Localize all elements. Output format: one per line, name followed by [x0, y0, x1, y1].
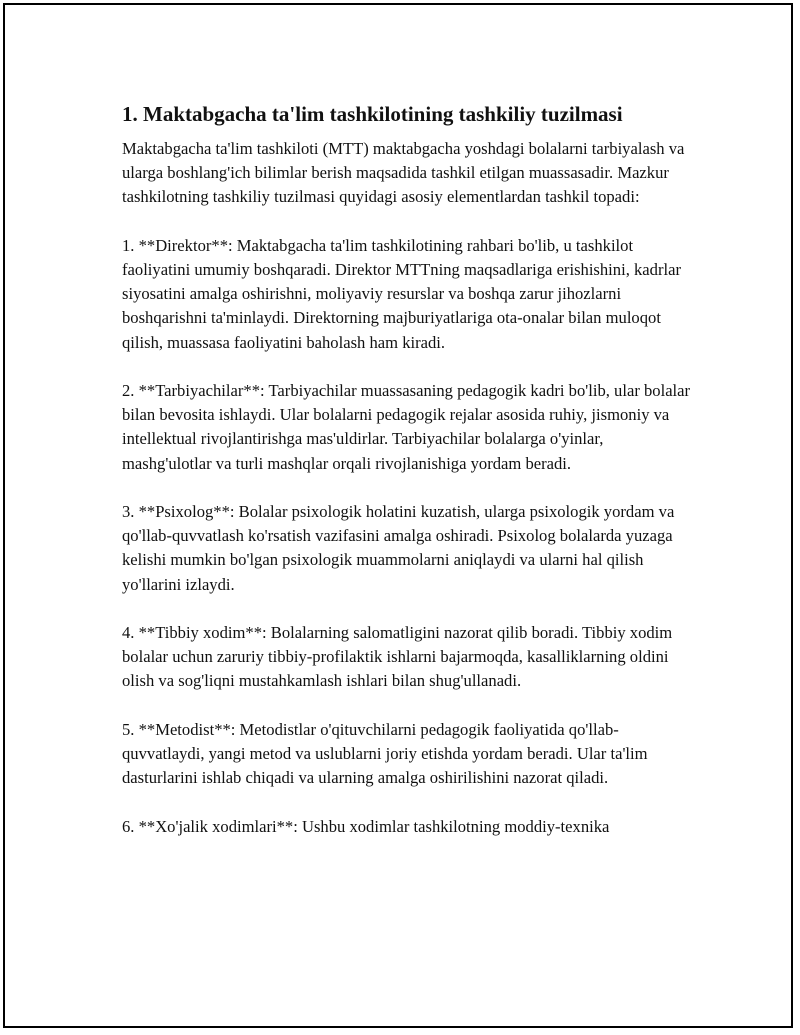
director-paragraph: 1. **Direktor**: Maktabgacha ta'lim tashkilotining rahbari bo'lib, u tashkilot faoliyatini umumiy boshqaradi. Direktor MTTning maqsadlariga erishishini, kadrlar siyosatini amalga oshirishni, moliyaviy resurslar va boshqa zarur jihozlarni boshqarishni ta'minlaydi. Direktorning majburiyatlariga ota-onalar bilan muloqot qilish, muassasa faoliyatini baholash ham kiradi.: [122, 235, 681, 352]
intro-paragraph: Maktabgacha ta'lim tashkiloti (MTT) maktabgacha yoshdagi bolalarni tarbiyalash va ularga boshlang'ich bilimlar berish maqsadida tashkil etilgan muassasadir. Mazkur tashkilotning tashkiliy tuzilmasi quyidagi asosiy elementlardan tashkil topadi:: [122, 139, 685, 207]
medical-staff-paragraph: 4. **Tibbiy xodim**: Bolalarning salomatligini nazorat qilib boradi. Tibbiy xodim bolalar uchun zaruriy tibbiy-profilaktik ishlarni bajarmoqda, kasalliklarning oldini olish va sog'liqni mustahkamlash ishlari bilan shug'ullanadi.: [122, 623, 673, 691]
educators-paragraph: 2. **Tarbiyachilar**: Tarbiyachilar muassasaning pedagogik kadri bo'lib, ular bolalar bilan bevosita ishlaydi. Ular bolalarni pedagogik rejalar asosida ruhiy, jismoniy va intellektual rivojlantirishga mas'uldirlar. Tarbiyachilar bolalarga o'yinlar, mashg'ulotlar va turli mashqlar orqali rivojlanishiga yordam beradi.: [122, 381, 691, 473]
maintenance-staff-paragraph: 6. **Xo'jalik xodimlari**: Ushbu xodimlar tashkilotning moddiy-texnika: [122, 816, 610, 836]
psychologist-paragraph: 3. **Psixolog**: Bolalar psixologik holatini kuzatish, ularga psixologik yordam va qo'llab-quvvatlash ko'rsatish vazifasini amalga oshiradi. Psixolog bolalarda yuzaga kelishi mumkin bo'lgan psixologik muammolarni aniqlaydi va ularni hal qilish yo'llarini izlaydi.: [122, 502, 675, 594]
methodist-paragraph: 5. **Metodist**: Metodistlar o'qituvchilarni pedagogik faoliyatida qo'llab-quvvatlaydi, yangi metod va uslublarni joriy etishda yordam beradi. Ular ta'lim dasturlarini ishlab chiqadi va ularning amalga oshirilishini nazorat qiladi.: [122, 719, 648, 788]
section-heading: 1. Maktabgacha ta'lim tashkilotining tashkiliy tuzilmasi: [122, 102, 623, 126]
document-body: [122, 101, 692, 863]
document-page: [3, 3, 793, 1028]
